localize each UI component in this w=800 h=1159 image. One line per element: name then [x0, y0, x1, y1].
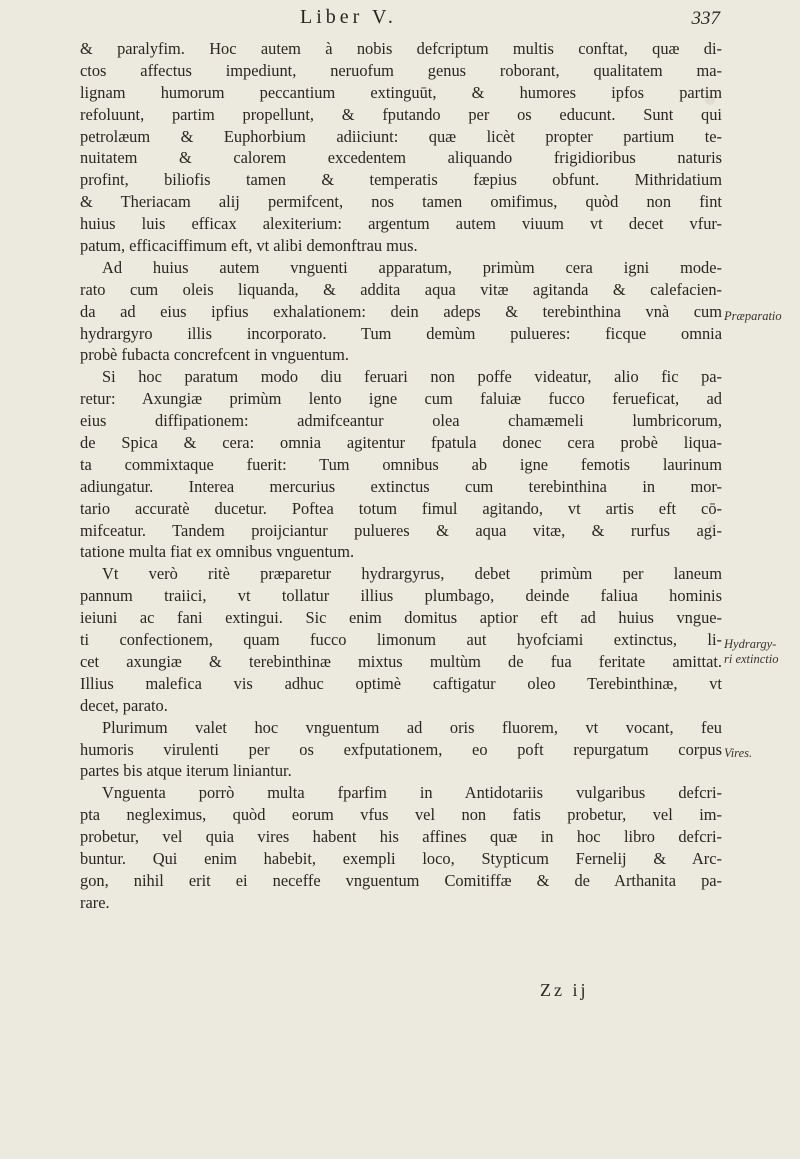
- text-line: huius luis efficax alexiterium: argentum autem viuum vt decet vfur-: [80, 214, 722, 234]
- text-line: de Spica & cera: omnia agitentur fpatula donec cera probè liqua-: [80, 433, 722, 453]
- text-line: da ad eius ipfius exhalationem: dein adeps & terebinthina vnà cum: [80, 301, 722, 321]
- text-line: petrolæum & Euphorbium adiiciunt: quæ licèt propter partium te-: [80, 126, 722, 146]
- text-line: patum, efficaciffimum eft, vt alibi demonftrau mus.: [80, 236, 418, 256]
- text-line: eius diffipationem: admifceantur olea chamæmeli lumbricorum,: [80, 411, 722, 431]
- signature-mark: Zz ij: [540, 980, 589, 1000]
- text-line: Si hoc paratum modo diu feruari non poffe videatur, alio fic pa-: [102, 367, 722, 387]
- margin-note-praeparatio: Præparatio: [724, 309, 782, 323]
- text-line: Illius malefica vis adhuc optimè caftigatur oleo Terebinthinæ, vt: [80, 673, 722, 693]
- text-line: ctos affectus impediunt, neruofum genus roborant, qualitatem ma-: [80, 60, 722, 80]
- running-head: [300, 6, 720, 34]
- text-line: retur: Axungiæ primùm lento igne cum faluiæ fucco ferueficat, ad: [80, 389, 722, 409]
- text-line: refoluunt, partim propellunt, & fputando per os educunt. Sunt qui: [80, 104, 722, 124]
- text-line: pta negleximus, quòd eorum vfus vel non fatis probetur, vel im-: [80, 805, 722, 825]
- text-line: rare.: [80, 892, 110, 912]
- text-line: lignam humorum peccantium extinguūt, & humores ipfos partim: [80, 82, 722, 102]
- text-line: ta commixtaque fuerit: Tum omnibus ab igne femotis laurinum: [80, 454, 722, 474]
- text-line: probetur, vel quia vires habent his affines quæ in hoc libro defcri-: [80, 827, 722, 847]
- text-line: probè fubacta concrefcent in vnguentum.: [80, 345, 349, 365]
- text-line: pannum traiici, vt tollatur illius plumbago, deinde faliua hominis: [80, 586, 722, 606]
- text-line: ieiuni ac fani extingui. Sic enim domitus aptior eft ad huius vngue-: [80, 608, 722, 628]
- running-head-title: Liber V.: [300, 6, 397, 28]
- text-line: decet, parato.: [80, 695, 168, 715]
- margin-note-hydrargyri-1: Hydrargy-: [724, 637, 777, 651]
- text-line: hydrargyro illis incorporato. Tum demùm pulueres: ficque omnia: [80, 323, 722, 343]
- text-line: buntur. Qui enim habebit, exempli loco, Stypticum Fernelij & Arc-: [80, 848, 722, 868]
- text-line: ti confectionem, quam fucco limonum aut hyofciami extinctus, li-: [80, 630, 722, 650]
- text-line: mifceatur. Tandem proijciantur pulueres & aqua vitæ, & rurfus agi-: [80, 520, 722, 540]
- text-line: profint, biliofis tamen & temperatis fæpius obfunt. Mithridatium: [80, 170, 722, 190]
- text-line: partes bis atque iterum liniantur.: [80, 761, 292, 781]
- text-line: Vt verò ritè præparetur hydrargyrus, debet primùm per laneum: [102, 564, 722, 584]
- margin-note-hydrargyri-2: ri extinctio: [724, 652, 779, 666]
- text-line: cet axungiæ & terebinthinæ mixtus multùm de fua feritate amittat.: [80, 651, 722, 671]
- text-line: gon, nihil erit ei neceffe vnguentum Comitiffæ & de Arthanita pa-: [80, 870, 722, 890]
- margin-note-vires: Vires.: [724, 746, 753, 760]
- page-number: 337: [691, 8, 720, 29]
- body-text: [80, 38, 722, 914]
- text-line: nuitatem & calorem excedentem aliquando frigidioribus naturis: [80, 148, 722, 168]
- text-line: tario accuratè ducetur. Poftea totum fimul agitando, vt artis eft cō-: [80, 498, 722, 518]
- text-line: adiungatur. Interea mercurius extinctus cum terebinthina in mor-: [80, 476, 722, 496]
- text-line: & Theriacam alij permifcent, nos tamen omifimus, quòd non fint: [80, 192, 722, 212]
- text-line: rato cum oleis liquanda, & addita aqua vitæ agitanda & calefacien-: [80, 279, 722, 299]
- text-line: Vnguenta porrò multa fparfim in Antidotariis vulgaribus defcri-: [102, 783, 722, 803]
- text-line: & paralyfim. Hoc autem à nobis defcriptum multis conftat, quæ di-: [80, 39, 722, 58]
- text-line: tatione multa fiat ex omnibus vnguentum.: [80, 542, 355, 562]
- text-line: Plurimum valet hoc vnguentum ad oris fluorem, vt vocant, feu: [102, 717, 722, 737]
- text-line: humoris virulenti per os exfputationem, eo poft repurgatum corpus: [80, 739, 722, 759]
- text-line: Ad huius autem vnguenti apparatum, primùm cera igni mode-: [102, 257, 722, 277]
